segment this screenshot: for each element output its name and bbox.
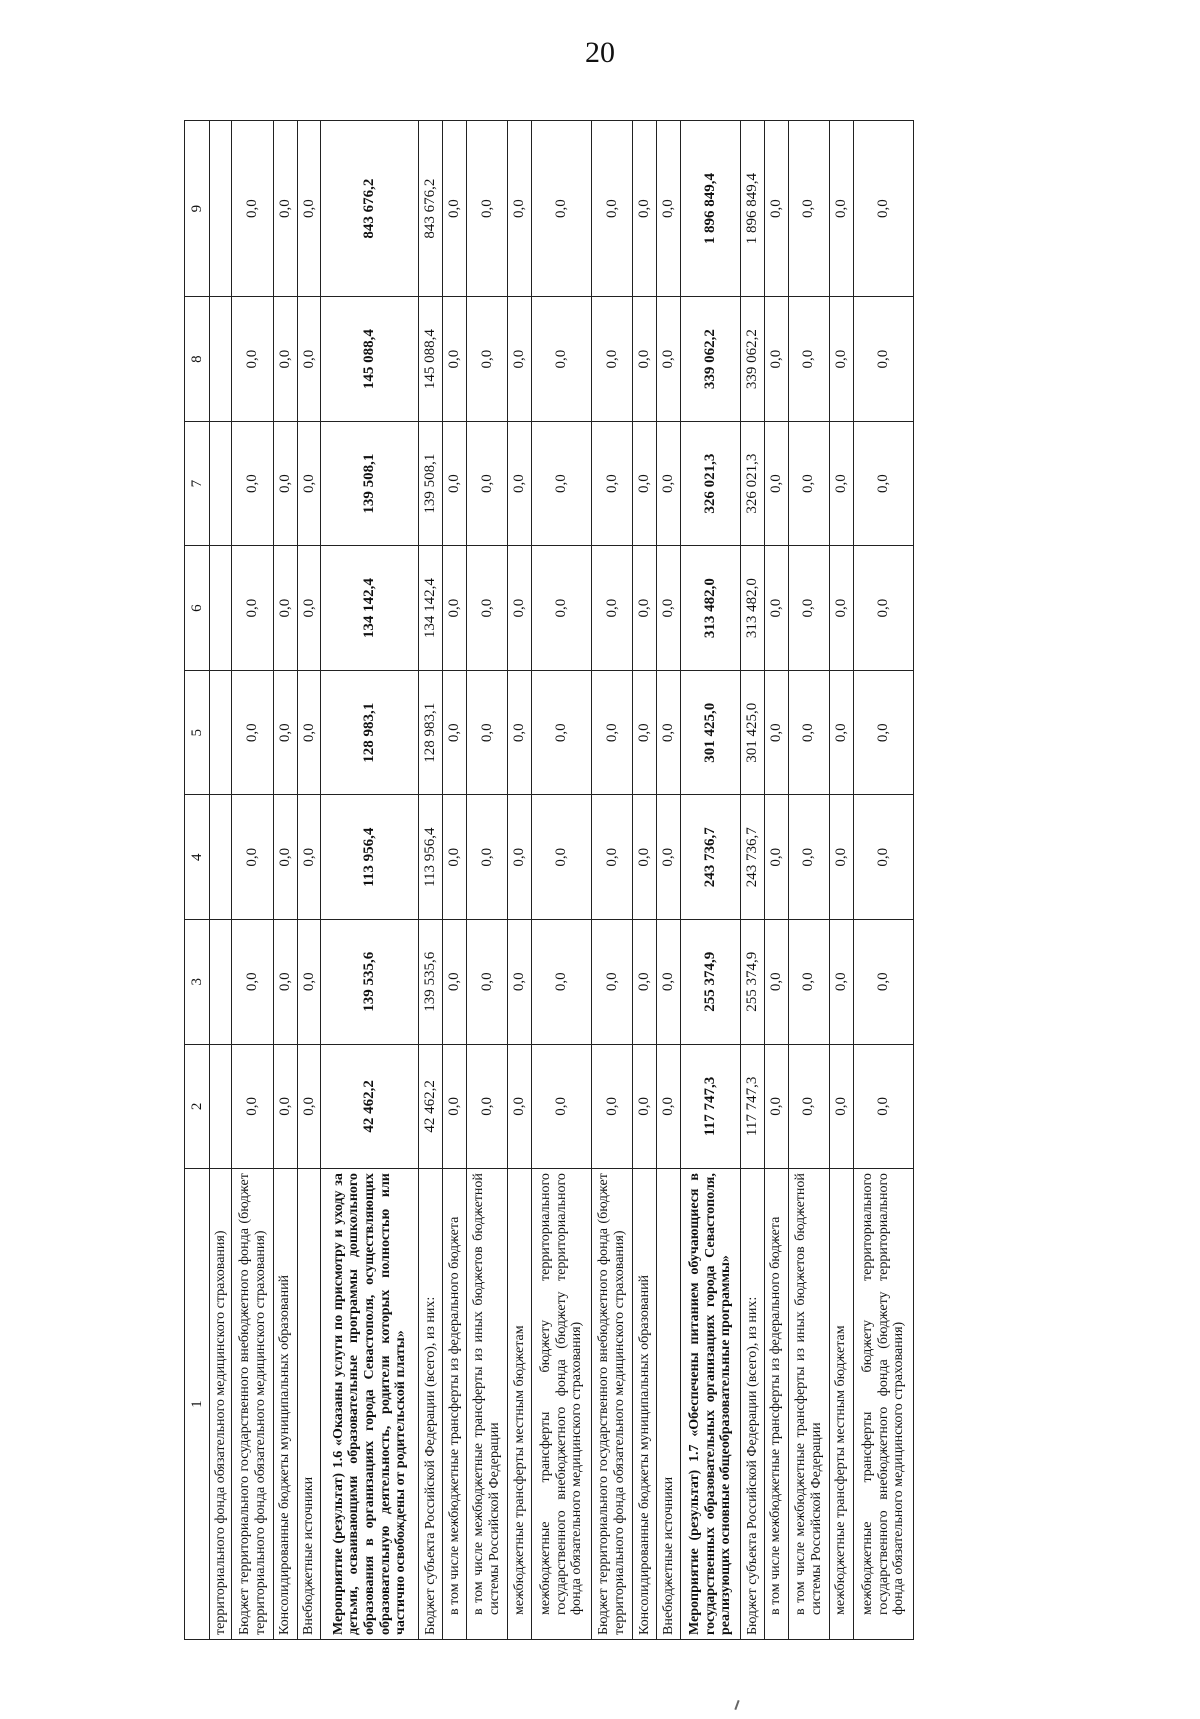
value-cell-col-7: 0,0 [764, 421, 788, 546]
table-row [829, 121, 853, 1640]
value-cell-col-4: 0,0 [657, 795, 681, 920]
table-row [633, 121, 657, 1640]
value-cell-col-4: 0,0 [592, 795, 633, 920]
rotated-table-container [184, 120, 914, 1640]
value-cell-col-9: 1 896 849,4 [680, 121, 740, 297]
value-cell-col-7: 139 508,1 [321, 421, 419, 546]
value-cell-col-9: 0,0 [592, 121, 633, 297]
value-cell-col-8: 0,0 [829, 297, 853, 422]
value-cell-col-2: 0,0 [531, 1044, 591, 1169]
value-cell-col-7: 0,0 [297, 421, 321, 546]
value-cell-col-3: 0,0 [829, 920, 853, 1045]
value-cell-col-2: 117 747,3 [680, 1044, 740, 1169]
value-cell-col-2: 0,0 [829, 1044, 853, 1169]
value-cell-col-4 [210, 795, 232, 920]
value-cell-col-2: 117 747,3 [741, 1044, 765, 1169]
value-cell-col-2: 0,0 [592, 1044, 633, 1169]
value-cell-col-9 [210, 121, 232, 297]
row-label: Консолидированные бюджеты муниципальных образований [633, 1169, 657, 1640]
value-cell-col-4: 0,0 [273, 795, 297, 920]
value-cell-col-8: 0,0 [508, 297, 532, 422]
value-cell-col-3: 139 535,6 [419, 920, 443, 1045]
value-cell-col-4: 0,0 [442, 795, 466, 920]
table-row [232, 121, 273, 1640]
column-header-8: 8 [185, 297, 210, 422]
value-cell-col-3: 139 535,6 [321, 920, 419, 1045]
value-cell-col-9: 1 896 849,4 [741, 121, 765, 297]
row-label: Бюджет субъекта Российской Федерации (всего), из них: [741, 1169, 765, 1640]
value-cell-col-4: 113 956,4 [321, 795, 419, 920]
value-cell-col-7: 139 508,1 [419, 421, 443, 546]
value-cell-col-6: 0,0 [657, 546, 681, 671]
table-row [297, 121, 321, 1640]
value-cell-col-5: 0,0 [592, 670, 633, 795]
value-cell-col-6: 313 482,0 [680, 546, 740, 671]
value-cell-col-7: 0,0 [633, 421, 657, 546]
value-cell-col-5: 0,0 [466, 670, 507, 795]
row-label: межбюджетные трансферты местным бюджетам [508, 1169, 532, 1640]
table-body [210, 121, 914, 1640]
value-cell-col-7: 326 021,3 [680, 421, 740, 546]
value-cell-col-8: 0,0 [764, 297, 788, 422]
row-label: межбюджетные трансферты местным бюджетам [829, 1169, 853, 1640]
row-label: территориального фонда обязательного медицинского страхования) [210, 1169, 232, 1640]
value-cell-col-3: 0,0 [442, 920, 466, 1045]
value-cell-col-2 [210, 1044, 232, 1169]
table-row [419, 121, 443, 1640]
header-row [185, 121, 210, 1640]
row-label: в том числе межбюджетные трансферты из иных бюджетов бюджетной системы Российской Федерации [788, 1169, 829, 1640]
value-cell-col-9: 0,0 [531, 121, 591, 297]
value-cell-col-2: 0,0 [788, 1044, 829, 1169]
value-cell-col-6: 134 142,4 [321, 546, 419, 671]
value-cell-col-4: 0,0 [466, 795, 507, 920]
value-cell-col-5: 128 983,1 [419, 670, 443, 795]
value-cell-col-9: 0,0 [508, 121, 532, 297]
value-cell-col-7: 0,0 [788, 421, 829, 546]
value-cell-col-2: 0,0 [853, 1044, 913, 1169]
value-cell-col-3: 255 374,9 [680, 920, 740, 1045]
value-cell-col-5: 0,0 [764, 670, 788, 795]
value-cell-col-5 [210, 670, 232, 795]
value-cell-col-6: 0,0 [764, 546, 788, 671]
value-cell-col-8: 0,0 [853, 297, 913, 422]
value-cell-col-7: 0,0 [232, 421, 273, 546]
value-cell-col-8: 0,0 [442, 297, 466, 422]
value-cell-col-2: 0,0 [442, 1044, 466, 1169]
row-label: в том числе межбюджетные трансферты из иных бюджетов бюджетной системы Российской Федерации [466, 1169, 507, 1640]
value-cell-col-2: 0,0 [508, 1044, 532, 1169]
value-cell-col-6: 0,0 [508, 546, 532, 671]
value-cell-col-7: 0,0 [853, 421, 913, 546]
value-cell-col-8 [210, 297, 232, 422]
value-cell-col-5: 0,0 [297, 670, 321, 795]
table-row [788, 121, 829, 1640]
value-cell-col-3: 0,0 [592, 920, 633, 1045]
value-cell-col-7: 0,0 [657, 421, 681, 546]
value-cell-col-5: 0,0 [508, 670, 532, 795]
value-cell-col-6 [210, 546, 232, 671]
row-label: в том числе межбюджетные трансферты из федерального бюджета [442, 1169, 466, 1640]
value-cell-col-9: 0,0 [442, 121, 466, 297]
value-cell-col-4: 0,0 [853, 795, 913, 920]
value-cell-col-9: 0,0 [657, 121, 681, 297]
row-label: в том числе межбюджетные трансферты из федерального бюджета [764, 1169, 788, 1640]
value-cell-col-6: 313 482,0 [741, 546, 765, 671]
value-cell-col-8: 0,0 [657, 297, 681, 422]
value-cell-col-5: 0,0 [853, 670, 913, 795]
column-header-4: 4 [185, 795, 210, 920]
value-cell-col-6: 0,0 [633, 546, 657, 671]
value-cell-col-8: 0,0 [466, 297, 507, 422]
value-cell-col-5: 0,0 [788, 670, 829, 795]
value-cell-col-6: 0,0 [232, 546, 273, 671]
value-cell-col-3: 0,0 [764, 920, 788, 1045]
table-row [273, 121, 297, 1640]
value-cell-col-3: 0,0 [508, 920, 532, 1045]
value-cell-col-5: 0,0 [442, 670, 466, 795]
value-cell-col-8: 339 062,2 [680, 297, 740, 422]
value-cell-col-8: 0,0 [273, 297, 297, 422]
value-cell-col-8: 0,0 [633, 297, 657, 422]
value-cell-col-8: 0,0 [531, 297, 591, 422]
value-cell-col-2: 0,0 [764, 1044, 788, 1169]
value-cell-col-9: 0,0 [633, 121, 657, 297]
value-cell-col-4: 243 736,7 [741, 795, 765, 920]
value-cell-col-3: 0,0 [657, 920, 681, 1045]
row-label: межбюджетные трансферты бюджету территориального государственного внебюджетного фонда (бюджету территориального фонда обязательного медицинского страхования) [853, 1169, 913, 1640]
value-cell-col-5: 0,0 [232, 670, 273, 795]
value-cell-col-5: 301 425,0 [741, 670, 765, 795]
value-cell-col-8: 145 088,4 [321, 297, 419, 422]
value-cell-col-2: 0,0 [273, 1044, 297, 1169]
value-cell-col-8: 0,0 [297, 297, 321, 422]
value-cell-col-3: 0,0 [273, 920, 297, 1045]
value-cell-col-3: 0,0 [531, 920, 591, 1045]
table-row [592, 121, 633, 1640]
value-cell-col-7: 0,0 [829, 421, 853, 546]
value-cell-col-6: 0,0 [466, 546, 507, 671]
value-cell-col-6: 0,0 [297, 546, 321, 671]
value-cell-col-9: 0,0 [764, 121, 788, 297]
value-cell-col-7: 0,0 [508, 421, 532, 546]
value-cell-col-6: 0,0 [853, 546, 913, 671]
column-header-9: 9 [185, 121, 210, 297]
value-cell-col-7: 0,0 [466, 421, 507, 546]
value-cell-col-6: 0,0 [788, 546, 829, 671]
value-cell-col-5: 301 425,0 [680, 670, 740, 795]
value-cell-col-9: 0,0 [466, 121, 507, 297]
value-cell-col-3: 0,0 [466, 920, 507, 1045]
table-row [853, 121, 913, 1640]
column-header-3: 3 [185, 920, 210, 1045]
value-cell-col-7: 0,0 [273, 421, 297, 546]
table-row [321, 121, 419, 1640]
row-label: Бюджет субъекта Российской Федерации (всего), из них: [419, 1169, 443, 1640]
table-row [764, 121, 788, 1640]
row-label: Бюджет территориального государственного внебюджетного фонда (бюджет территориального фонда обязательного медицинского страхования) [232, 1169, 273, 1640]
value-cell-col-6: 0,0 [273, 546, 297, 671]
value-cell-col-4: 0,0 [633, 795, 657, 920]
value-cell-col-9: 0,0 [273, 121, 297, 297]
column-header-5: 5 [185, 670, 210, 795]
value-cell-col-4: 113 956,4 [419, 795, 443, 920]
value-cell-col-6: 0,0 [531, 546, 591, 671]
row-label: Консолидированные бюджеты муниципальных образований [273, 1169, 297, 1640]
value-cell-col-7: 326 021,3 [741, 421, 765, 546]
value-cell-col-3: 0,0 [297, 920, 321, 1045]
row-label: Бюджет территориального государственного внебюджетного фонда (бюджет территориального фонда обязательного медицинского страхования) [592, 1169, 633, 1640]
value-cell-col-5: 0,0 [273, 670, 297, 795]
value-cell-col-8: 0,0 [788, 297, 829, 422]
page-number: 20 [585, 36, 615, 69]
value-cell-col-9: 843 676,2 [419, 121, 443, 297]
row-label: межбюджетные трансферты бюджету территориального государственного внебюджетного фонда (бюджету территориального фонда обязательного медицинского страхования) [531, 1169, 591, 1640]
value-cell-col-9: 0,0 [297, 121, 321, 297]
value-cell-col-4: 0,0 [764, 795, 788, 920]
value-cell-col-5: 0,0 [531, 670, 591, 795]
value-cell-col-8: 0,0 [232, 297, 273, 422]
value-cell-col-7 [210, 421, 232, 546]
value-cell-col-6: 0,0 [829, 546, 853, 671]
value-cell-col-4: 0,0 [788, 795, 829, 920]
value-cell-col-7: 0,0 [592, 421, 633, 546]
row-label: Внебюджетные источники [657, 1169, 681, 1640]
table-row [442, 121, 466, 1640]
value-cell-col-2: 0,0 [657, 1044, 681, 1169]
value-cell-col-4: 0,0 [297, 795, 321, 920]
value-cell-col-8: 0,0 [592, 297, 633, 422]
value-cell-col-3: 0,0 [232, 920, 273, 1045]
table-row [657, 121, 681, 1640]
column-header-7: 7 [185, 421, 210, 546]
value-cell-col-4: 0,0 [531, 795, 591, 920]
value-cell-col-3: 0,0 [853, 920, 913, 1045]
value-cell-col-9: 0,0 [829, 121, 853, 297]
value-cell-col-3 [210, 920, 232, 1045]
row-label: Мероприятие (результат) 1.6 «Оказаны услуги по присмотру и уходу за детьми, осваивающими образовательные программы дошкольного образования в организациях города Севастополя, осуществляющих образовательную деятельность, родители которых полностью или частично освобождены от родительской платы» [321, 1169, 419, 1640]
value-cell-col-3: 0,0 [633, 920, 657, 1045]
value-cell-col-4: 243 736,7 [680, 795, 740, 920]
value-cell-col-2: 42 462,2 [321, 1044, 419, 1169]
value-cell-col-8: 339 062,2 [741, 297, 765, 422]
value-cell-col-9: 0,0 [788, 121, 829, 297]
table-row [466, 121, 507, 1640]
table-row [741, 121, 765, 1640]
value-cell-col-2: 0,0 [633, 1044, 657, 1169]
value-cell-col-2: 42 462,2 [419, 1044, 443, 1169]
value-cell-col-4: 0,0 [508, 795, 532, 920]
value-cell-col-2: 0,0 [297, 1044, 321, 1169]
value-cell-col-7: 0,0 [442, 421, 466, 546]
value-cell-col-6: 0,0 [442, 546, 466, 671]
value-cell-col-6: 0,0 [592, 546, 633, 671]
value-cell-col-5: 0,0 [633, 670, 657, 795]
value-cell-col-4: 0,0 [829, 795, 853, 920]
column-header-1: 1 [185, 1169, 210, 1640]
row-label: Мероприятие (результат) 1.7 «Обеспечены питанием обучающиеся в государственных образовательных организациях города Севастополя, реализующих основные общеобразовательные программы» [680, 1169, 740, 1640]
value-cell-col-5: 128 983,1 [321, 670, 419, 795]
value-cell-col-3: 0,0 [788, 920, 829, 1045]
column-header-6: 6 [185, 546, 210, 671]
value-cell-col-8: 145 088,4 [419, 297, 443, 422]
value-cell-col-5: 0,0 [829, 670, 853, 795]
table-row [680, 121, 740, 1640]
scan-mark [734, 1700, 739, 1710]
value-cell-col-2: 0,0 [466, 1044, 507, 1169]
value-cell-col-9: 843 676,2 [321, 121, 419, 297]
value-cell-col-6: 134 142,4 [419, 546, 443, 671]
row-label: Внебюджетные источники [297, 1169, 321, 1640]
value-cell-col-7: 0,0 [531, 421, 591, 546]
value-cell-col-9: 0,0 [232, 121, 273, 297]
table-row [210, 121, 232, 1640]
budget-table [184, 120, 914, 1640]
table-row [531, 121, 591, 1640]
column-header-2: 2 [185, 1044, 210, 1169]
value-cell-col-4: 0,0 [232, 795, 273, 920]
value-cell-col-3: 255 374,9 [741, 920, 765, 1045]
table-row [508, 121, 532, 1640]
value-cell-col-2: 0,0 [232, 1044, 273, 1169]
value-cell-col-9: 0,0 [853, 121, 913, 297]
value-cell-col-5: 0,0 [657, 670, 681, 795]
